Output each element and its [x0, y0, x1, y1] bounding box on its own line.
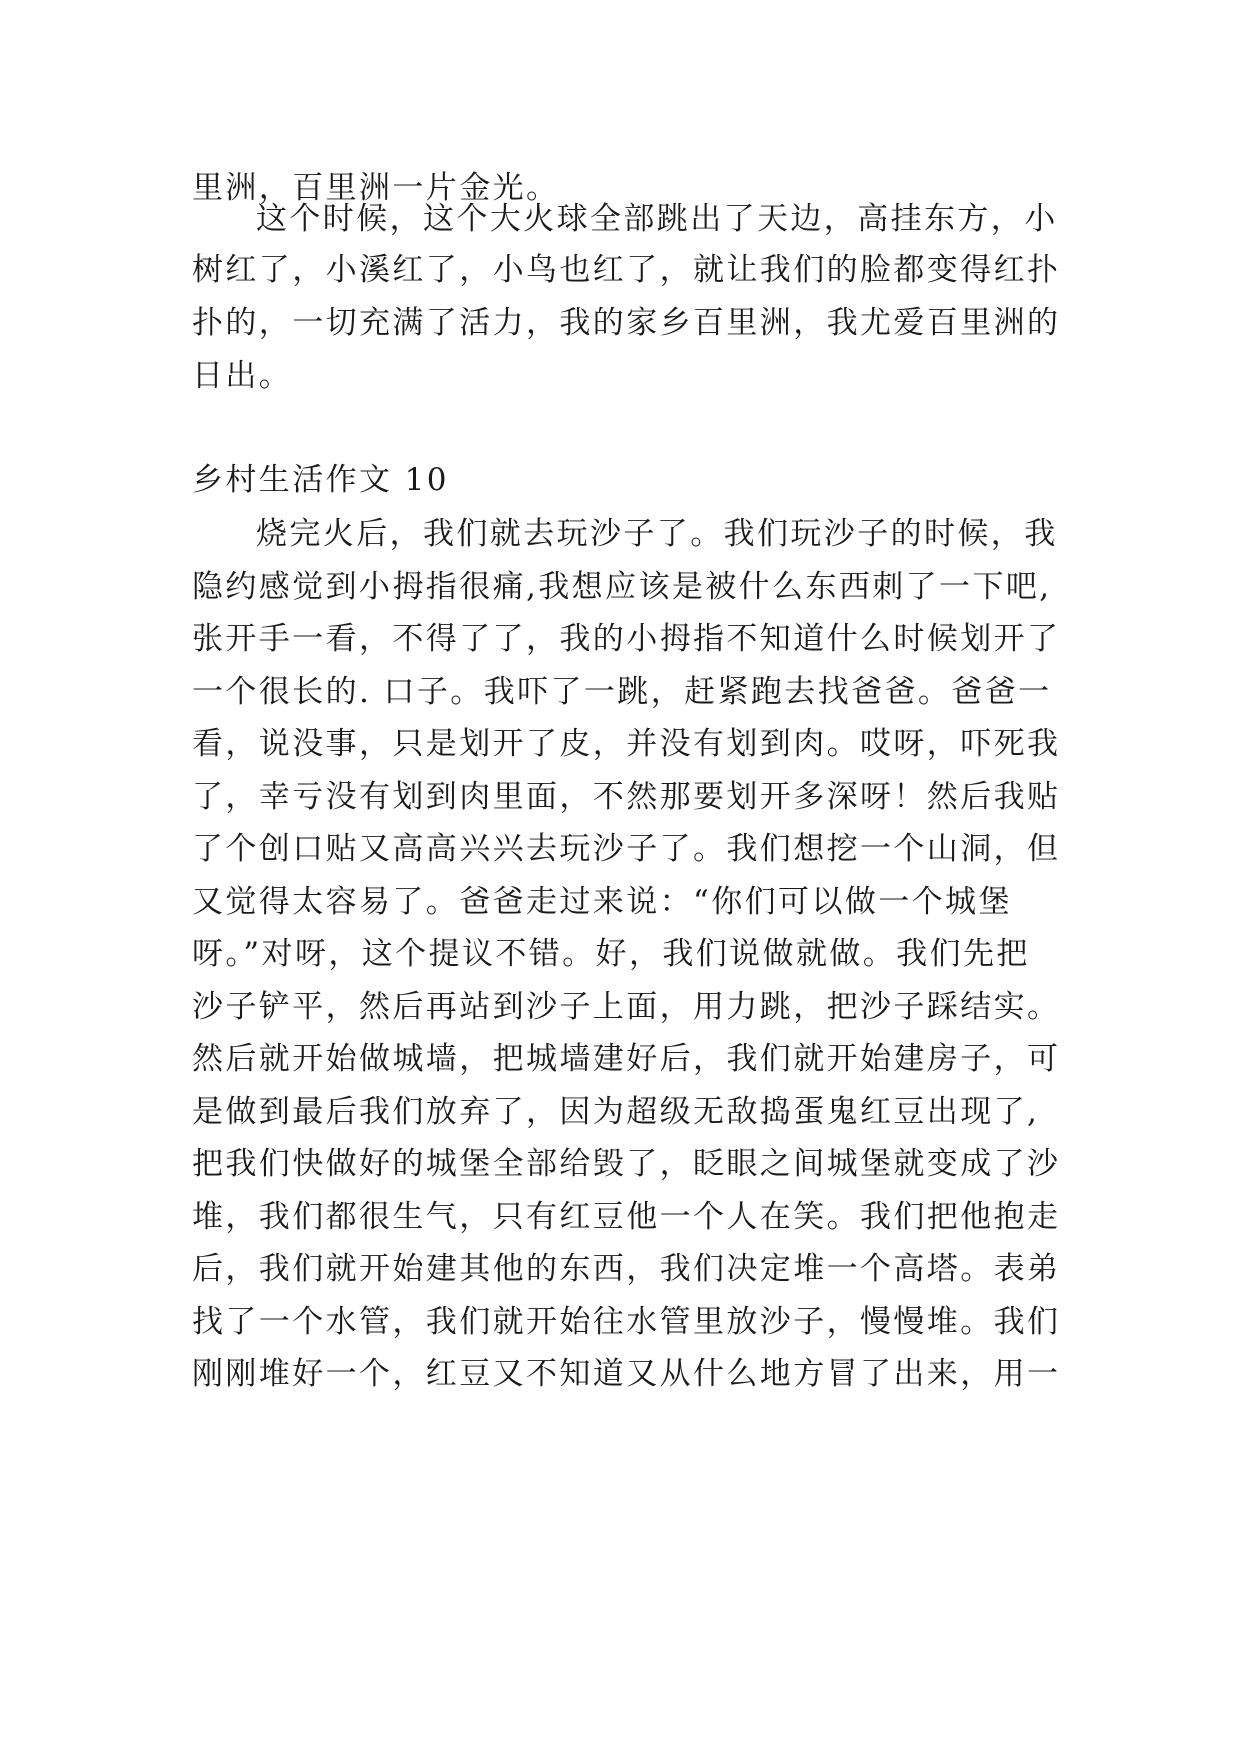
text-line: 沙子铲平，然后再站到沙子上面，用力跳，把沙子踩结实。: [192, 989, 1061, 1025]
paragraph-first-line: 这个时候，这个大火球全部跳出了天边，高挂东方，小: [256, 201, 1058, 237]
text-line: 刚刚堆好一个，红豆又不知道又从什么地方冒了出来，用一: [192, 1356, 1061, 1392]
text-line: 一个很长的. 口子。我吓了一跳，赶紧跑去找爸爸。爸爸一: [192, 674, 1052, 710]
text-line: 看，说没事，只是划开了皮，并没有划到肉。哎呀，吓死我: [192, 726, 1061, 762]
text-line: 里洲，百里洲一片金光。: [192, 170, 560, 206]
text-line: 了，幸亏没有划到肉里面，不然那要划开多深呀！然后我贴: [192, 779, 1061, 815]
text-line: 扑的，一切充满了活力，我的家乡百里洲，我尤爱百里洲的: [192, 305, 1061, 341]
text-line: 后，我们就开始建其他的东西，我们决定堆一个高塔。表弟: [192, 1251, 1061, 1287]
text-line: 树红了，小溪红了，小鸟也红了，就让我们的脸都变得红扑: [192, 252, 1061, 288]
paragraph-first-line: 烧完火后，我们就去玩沙子了。我们玩沙子的时候，我: [256, 516, 1058, 552]
text-line: 又觉得太容易了。爸爸走过来说：“你们可以做一个城堡: [192, 884, 1012, 920]
text-line: 呀。”对呀，这个提议不错。好，我们说做就做。我们先把: [192, 936, 1030, 972]
text-line: 然后就开始做城墙，把城墙建好后，我们就开始建房子，可: [192, 1041, 1061, 1077]
text-line: 是做到最后我们放弃了，因为超级无敌捣蛋鬼红豆出现了,: [192, 1094, 1040, 1130]
text-line: 了个创口贴又高高兴兴去玩沙子了。我们想挖一个山洞，但: [192, 831, 1061, 867]
text-line: 隐约感觉到小拇指很痛,我想应该是被什么东西刺了一下吧,: [192, 569, 1052, 605]
text-line: 堆，我们都很生气，只有红豆他一个人在笑。我们把他抱走: [192, 1199, 1061, 1235]
text-line: 把我们快做好的城堡全部给毁了，眨眼之间城堡就变成了沙: [192, 1146, 1061, 1182]
text-line: 张开手一看，不得了了，我的小拇指不知道什么时候划开了: [192, 621, 1061, 657]
section-title: 乡村生活作文 10: [192, 462, 449, 498]
text-line: 找了一个水管，我们就开始往水管里放沙子，慢慢堆。我们: [192, 1304, 1061, 1340]
text-line: 日出。: [192, 358, 293, 394]
